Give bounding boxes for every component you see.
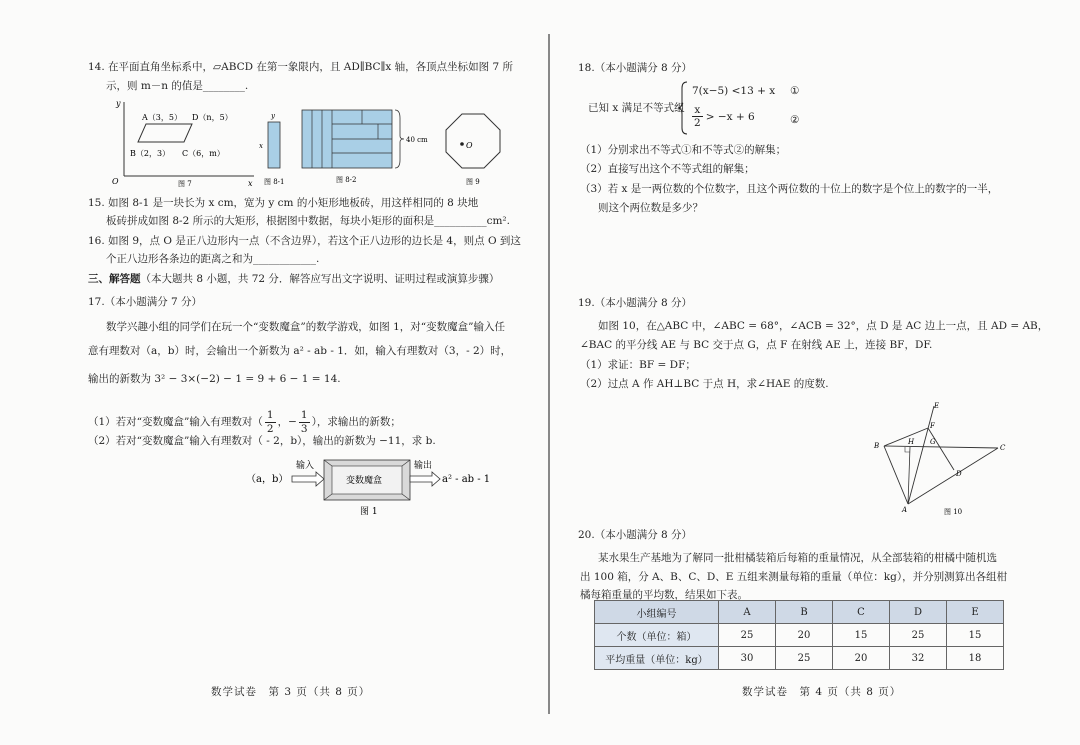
fig7-label-x: x <box>248 179 253 188</box>
table-header-cell: 小组编号 <box>595 601 719 624</box>
table-cell: 25 <box>890 624 947 647</box>
fig10-caption: 图 10 <box>944 508 963 516</box>
q20-para2: 出 100 箱，分 A、B、C、D、E 五组来测量每箱的重量（单位：kg），并分别测算出各组柑 <box>580 571 1008 583</box>
fig7-label-b: B（2，3） <box>130 149 171 158</box>
q18-circled-1: ① <box>790 85 800 97</box>
q18-sub3a: （3）若 x 是一两位数的个位数字，且这个两位数的十位上的数字是个位上的数字的一半， <box>580 183 999 195</box>
figure-1 <box>244 452 504 518</box>
table-cell: 15 <box>947 624 1004 647</box>
fig81-label-y: y <box>271 112 275 120</box>
fig10-label-d: D <box>956 470 962 478</box>
fig1-box-label: 变数魔盒 <box>346 476 383 486</box>
fig7-caption: 图 7 <box>178 180 192 188</box>
fraction-1-num: 1 <box>266 408 274 421</box>
q16-line2: 个正八边形各条边的距离之和为____________. <box>106 253 320 265</box>
page-divider <box>548 34 550 714</box>
fig9-caption: 图 9 <box>466 178 480 186</box>
footer-page-3: 数学试卷 第 3 页（共 8 页） <box>211 686 371 698</box>
fig1-caption: 图 1 <box>360 507 378 517</box>
q19-sub1: （1）求证：BF = DF； <box>580 359 696 371</box>
fraction-1 <box>265 409 276 436</box>
figure-8-2 <box>298 108 438 188</box>
q19-para2: ∠BAC 的平分线 AE 与 BC 交于点 G，点 F 在射线 AE 上，连接 BF，DF. <box>580 339 933 351</box>
fig81-caption: 图 8-1 <box>264 178 285 186</box>
q14-line1: 14. 在平面直角坐标系中，▱ABCD 在第一象限内，且 AD∥BC∥x 轴，各顶点坐标如图 7 所 <box>88 61 513 73</box>
q20-head: 20.（本小题满分 8 分） <box>578 529 693 541</box>
q14-line2: 示，则 m－n 的值是________. <box>106 80 249 92</box>
footer-page-4: 数学试卷 第 4 页（共 8 页） <box>742 686 902 698</box>
fig1-input: （a，b） <box>246 474 289 485</box>
fig7-label-a: A（3，5） <box>142 113 182 122</box>
q18-eq2-num: x <box>694 104 701 116</box>
table-cell: 32 <box>890 647 947 670</box>
fig7-label-y: y <box>116 99 121 108</box>
table-cell: 个数（单位：箱） <box>595 624 719 647</box>
q20-para3: 橘每箱重量的平均数，结果如下表。 <box>580 589 748 601</box>
q17-sub1-text-a: （1）若对“变数魔盒”输入有理数对（ <box>88 416 263 428</box>
fig1-output: a² - ab - 1 <box>442 474 491 485</box>
figure-7 <box>108 96 258 188</box>
q15-line1: 15. 如图 8-1 是一块长为 x cm，宽为 y cm 的小矩形地板砖，用这样相同的 8 块地 <box>88 197 479 209</box>
q15-line2: 板砖拼成如图 8-2 所示的大矩形，根据图中数据，每块小矩形的面积是__________cm². <box>106 215 510 227</box>
table-cell: 20 <box>833 647 890 670</box>
fig10-label-e: E <box>934 402 940 410</box>
q18-circled-2: ② <box>790 114 800 126</box>
table-header-cell: A <box>719 601 776 624</box>
table-row <box>595 624 1004 647</box>
table-row <box>595 647 1004 670</box>
q17-para1: 数学兴趣小组的同学们在玩一个“变数魔盒”的数学游戏，如图 1，对“变数魔盒”输入任 <box>106 321 505 333</box>
table-cell: 平均重量（单位：kg） <box>595 647 719 670</box>
q17-sub2: （2）若对“变数魔盒”输入有理数对（ - 2，b），输出的新数为 −11，求 b. <box>88 435 436 447</box>
q20-para1: 某水果生产基地为了解同一批柑橘装箱后每箱的重量情况，从全部装箱的柑橘中随机选 <box>598 552 997 564</box>
table-cell: 30 <box>719 647 776 670</box>
fig10-label-h: H <box>908 438 915 446</box>
fig81-label-x: x <box>259 142 263 150</box>
section-3-title: 三、解答题 <box>88 273 141 285</box>
fig1-in-label: 输入 <box>296 461 315 471</box>
q17-head: 17.（本小题满分 7 分） <box>88 296 203 308</box>
fig7-label-c: C（6，m） <box>182 149 225 158</box>
table-header-cell: B <box>776 601 833 624</box>
table-header-cell: E <box>947 601 1004 624</box>
q17-sub1-text-b: ），求输出的新数； <box>311 416 401 428</box>
q18-brace <box>678 80 688 136</box>
fig10-label-b: B <box>874 442 880 450</box>
table-header-cell: C <box>833 601 890 624</box>
fig10-label-a: A <box>902 506 908 514</box>
q17-para3: 输出的新数为 3² − 3×(−2) − 1 = 9 + 6 − 1 = 14. <box>88 373 341 385</box>
q17-sub1-sep: ，− <box>277 416 297 428</box>
fig7-label-d: D（n，5） <box>192 113 233 122</box>
table-header-row <box>595 601 1004 624</box>
table-cell: 25 <box>719 624 776 647</box>
table-cell: 20 <box>776 624 833 647</box>
q17-para2: 意有理数对（a，b）时，会输出一个新数为 a² - ab - 1．如，输入有理数对（3，- 2）时， <box>88 345 512 357</box>
figure-9 <box>438 110 508 188</box>
fig10-label-c: C <box>1000 444 1006 452</box>
q18-eq2-fraction <box>692 104 703 129</box>
q20-table <box>594 600 1004 670</box>
figure-10 <box>872 400 1012 520</box>
table-header-cell: D <box>890 601 947 624</box>
fraction-2-num: 1 <box>300 408 308 421</box>
table-cell: 15 <box>833 624 890 647</box>
fig82-dim: 40 cm <box>406 136 428 144</box>
q18-sub2: （2）直接写出这个不等式组的解集； <box>580 163 755 175</box>
q18-eq2 <box>692 104 755 129</box>
fraction-2-den: 3 <box>300 422 308 435</box>
fraction-1-den: 2 <box>266 422 274 435</box>
q18-sub3b: 则这个两位数是多少？ <box>598 202 703 214</box>
section-3-desc: （本大题共 8 小题，共 72 分．解答应写出文字说明、证明过程或演算步骤） <box>140 273 500 285</box>
q19-sub2: （2）过点 A 作 AH⊥BC 于点 H，求∠HAE 的度数. <box>580 378 829 390</box>
q18-head: 18.（本小题满分 8 分） <box>578 62 693 74</box>
fig10-label-g: G <box>930 438 936 446</box>
fig10-label-f: F <box>930 422 935 430</box>
q16-line1: 16. 如图 9，点 O 是正八边形内一点（不含边界），若这个正八边形的边长是 4，则点 O 到这 <box>88 235 521 247</box>
section-3-heading <box>88 272 499 286</box>
q18-eq2-rest: > −x + 6 <box>705 110 755 123</box>
q18-sub1: （1）分别求出不等式①和不等式②的解集； <box>580 144 787 156</box>
table-cell: 18 <box>947 647 1004 670</box>
q18-eq2-den: 2 <box>694 117 701 129</box>
fig7-label-o: O <box>112 177 119 186</box>
table-cell: 25 <box>776 647 833 670</box>
q19-head: 19.（本小题满分 8 分） <box>578 297 693 309</box>
q18-intro: 已知 x 满足不等式组 <box>588 102 685 114</box>
fig1-out-label: 输出 <box>414 461 433 471</box>
figure-8-1 <box>258 110 288 188</box>
fig82-caption: 图 8-2 <box>336 176 357 184</box>
fraction-2 <box>299 409 310 436</box>
q19-para1: 如图 10，在△ABC 中，∠ABC = 68°，∠ACB = 32°，点 D 是 AC 边上一点，且 AD = AB， <box>598 320 1049 332</box>
fig9-label-o: O <box>466 141 473 150</box>
q18-eq1: 7(x−5) <13 + x <box>692 85 776 97</box>
